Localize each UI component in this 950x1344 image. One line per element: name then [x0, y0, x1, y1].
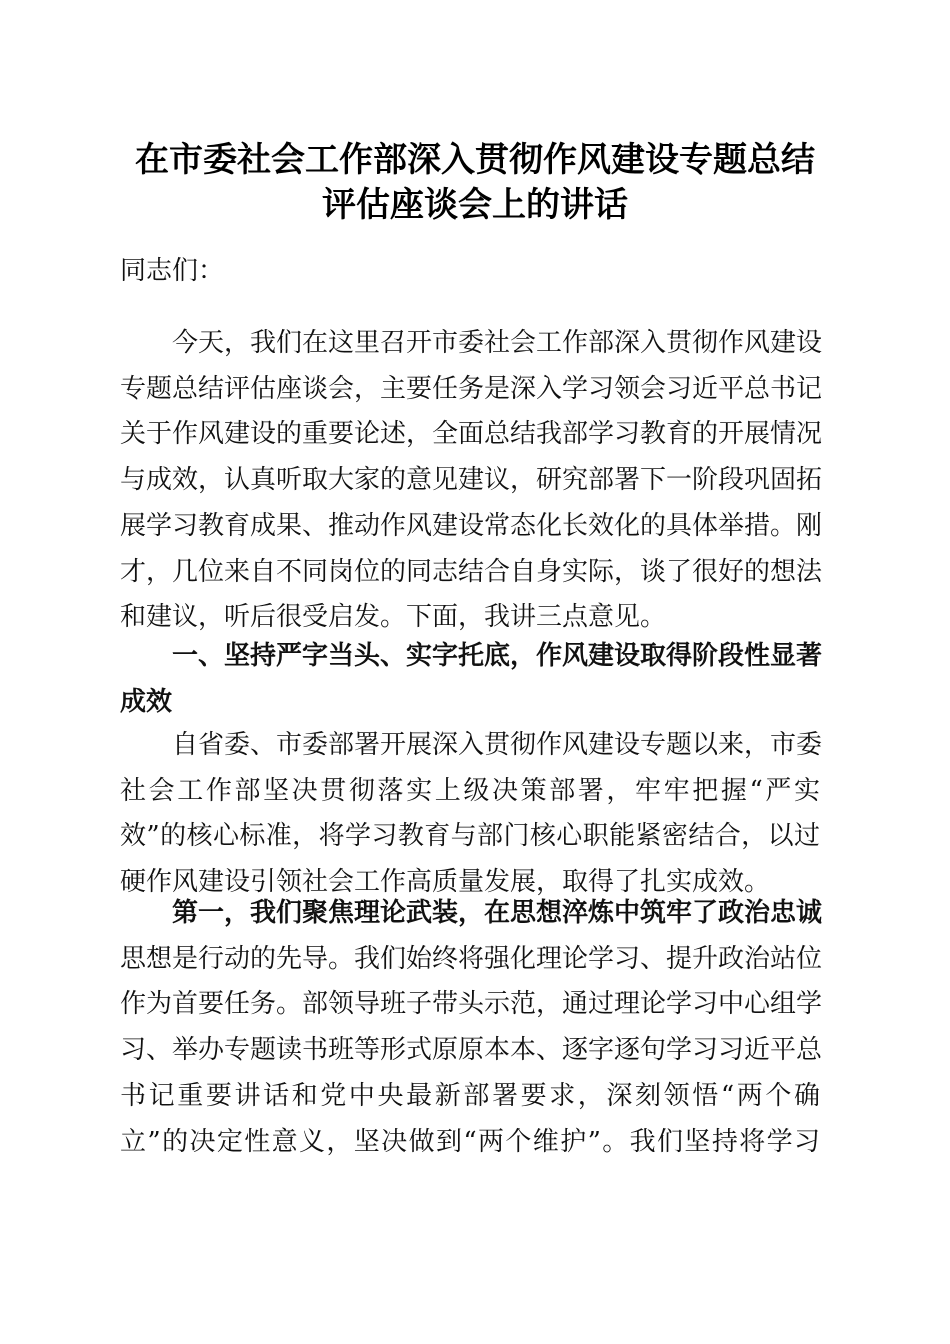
paragraph-line: 效”的核心标准，将学习教育与部门核心职能紧密结合，以过: [120, 821, 820, 852]
paragraph-line: 自省委、市委部署开展深入贯彻作风建设专题以来，市委: [172, 730, 823, 760]
paragraph-line: 今天，我们在这里召开市委社会工作部深入贯彻作风建设: [172, 328, 823, 358]
paragraph-line: 第一，我们聚焦理论武装，在思想淬炼中筑牢了政治忠诚: [172, 898, 823, 928]
paragraph-line: 习、举办专题读书班等形式原原本本、逐字逐句学习习近平总: [120, 1035, 823, 1066]
paragraph-line: 展学习教育成果、推动作风建设常态化长效化的具体举措。刚: [120, 510, 823, 541]
paragraph-line: 立”的决定性意义，坚决做到“两个维护”。我们坚持将学习: [120, 1126, 820, 1157]
paragraph-line: 硬作风建设引领社会工作高质量发展，取得了扎实成效。: [120, 867, 771, 898]
paragraph-line: 作为首要任务。部领导班子带头示范，通过理论学习中心组学: [120, 989, 823, 1020]
paragraph-line: 关于作风建设的重要论述，全面总结我部学习教育的开展情况: [120, 419, 823, 450]
paragraph-line: 书记重要讲话和党中央最新部署要求，深刻领悟“两个确: [120, 1080, 820, 1111]
paragraph-line: 专题总结评估座谈会，主要任务是深入学习领会习近平总书记: [120, 373, 823, 404]
paragraph-line: 与成效，认真听取大家的意见建议，研究部署下一阶段巩固拓: [120, 465, 823, 496]
salutation: 同志们：: [120, 256, 225, 286]
section-heading-line: 一、坚持严字当头、实字托底，作风建设取得阶段性显著: [172, 641, 823, 671]
document-title-line-2: 评估座谈会上的讲话: [322, 185, 628, 225]
paragraph-line: 和建议，听后很受启发。下面，我讲三点意见。: [120, 602, 667, 633]
paragraph-line: 才，几位来自不同岗位的同志结合自身实际，谈了很好的想法: [120, 556, 823, 587]
document-title-line-1: 在市委社会工作部深入贯彻作风建设专题总结: [135, 140, 815, 180]
section-heading-line: 成效: [120, 686, 173, 717]
paragraph-line: 思想是行动的先导。我们始终将强化理论学习、提升政治站位: [120, 943, 823, 974]
paragraph-line: 社会工作部坚决贯彻落实上级决策部署，牢牢把握“严实: [120, 775, 820, 806]
